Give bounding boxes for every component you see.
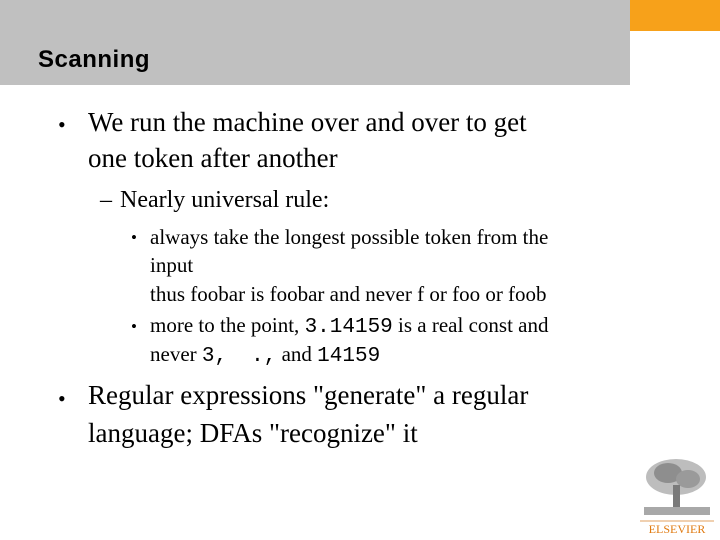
bullet-marker: • xyxy=(131,228,137,247)
text-span: is a real const and xyxy=(392,313,549,337)
sub-sub-1-line-3: thus foobar is foobar and never f or foo or foob xyxy=(150,282,547,306)
bullet-1-line-1: We run the machine over and over to get xyxy=(88,107,527,137)
elsevier-tree-logo xyxy=(638,455,716,537)
code-literal: ., xyxy=(251,345,277,368)
dash-marker: – xyxy=(100,187,112,213)
tree-trunk xyxy=(673,485,680,509)
bullet-2-line-1: Regular expressions "generate" a regular xyxy=(88,380,529,410)
bullet-marker: • xyxy=(58,112,66,137)
sub-sub-2-line-2 xyxy=(150,342,380,368)
sub-sub-1-line-2: input xyxy=(150,253,194,277)
code-literal: 3.14159 xyxy=(304,316,393,339)
text-span: never xyxy=(150,342,202,366)
code-literal: 3, xyxy=(201,345,228,368)
logo-wordmark: ELSEVIER xyxy=(648,522,706,536)
tree-ground xyxy=(644,507,710,515)
text-span: and xyxy=(276,342,318,366)
sub-bullet-1: Nearly universal rule: xyxy=(120,187,330,213)
bullet-marker: • xyxy=(58,386,66,411)
bullet-marker: • xyxy=(131,317,137,336)
sub-sub-2-line-1 xyxy=(150,313,548,339)
sub-sub-1-line-1: always take the longest possible token from the xyxy=(150,225,549,249)
slide-title: Scanning xyxy=(38,46,151,73)
bullet-2-line-2: language; DFAs "recognize" it xyxy=(88,418,418,448)
text-span: more to the point, xyxy=(150,313,305,337)
bullet-1-line-2: one token after another xyxy=(88,143,338,173)
code-literal: 14159 xyxy=(317,345,381,368)
